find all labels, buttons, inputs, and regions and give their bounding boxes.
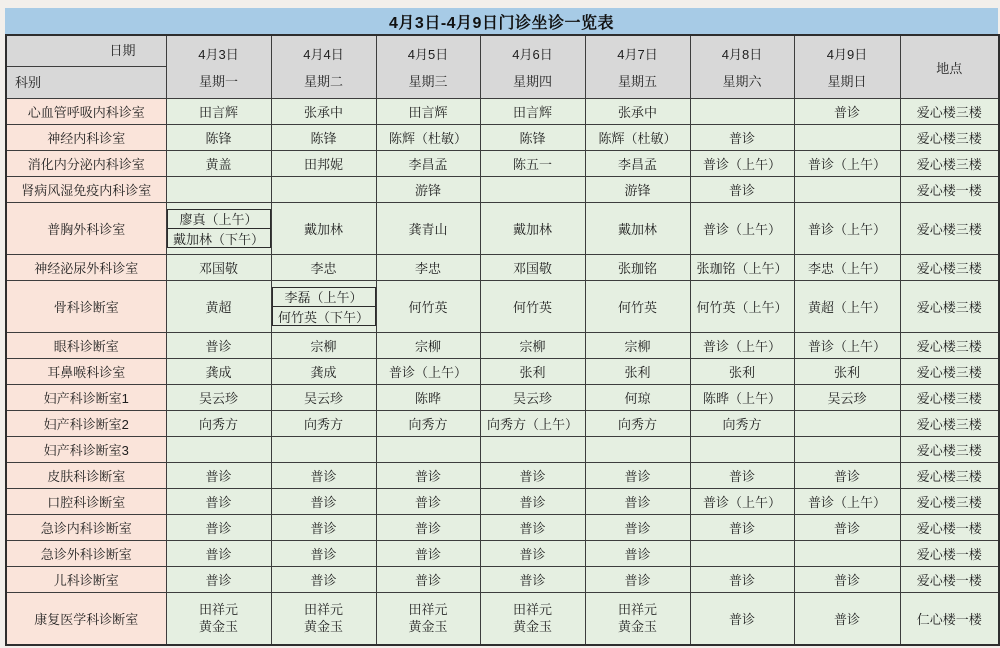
schedule-cell: 宗柳 [585, 333, 690, 359]
schedule-cell: 普诊 [794, 567, 900, 593]
table-row [6, 593, 999, 645]
schedule-cell [166, 203, 271, 255]
schedule-cell [166, 437, 271, 463]
doctor-name: 黄金玉 [512, 619, 552, 635]
schedule-cell: 普诊 [166, 515, 271, 541]
schedule-cell: 向秀方 [271, 411, 376, 437]
schedule-cell: 田言辉 [166, 99, 271, 125]
schedule-cell: 普诊 [585, 489, 690, 515]
day-header-2 [271, 35, 376, 99]
doctor-name: 黄金玉 [198, 619, 238, 635]
schedule-cell [690, 99, 794, 125]
schedule-cell: 邓国敬 [166, 255, 271, 281]
schedule-cell [480, 437, 585, 463]
table-row [6, 255, 999, 281]
shift-text: 何竹英（下午） [277, 310, 369, 325]
split-shift-cell [272, 287, 376, 326]
schedule-cell: 何竹英 [480, 281, 585, 333]
schedule-cell: 游锋 [376, 177, 480, 203]
location-cell: 爱心楼三楼 [900, 151, 999, 177]
location-cell: 爱心楼三楼 [900, 437, 999, 463]
day-header-6 [690, 35, 794, 99]
schedule-cell: 黄盖 [166, 151, 271, 177]
schedule-cell: 普诊（上午） [794, 151, 900, 177]
dept-cell: 妇产科诊断室1 [6, 385, 166, 411]
schedule-cell: 普诊 [690, 593, 794, 645]
schedule-cell: 普诊（上午） [690, 151, 794, 177]
schedule-cell: 吴云珍 [480, 385, 585, 411]
schedule-cell: 游锋 [585, 177, 690, 203]
schedule-cell: 普诊 [376, 567, 480, 593]
schedule-cell: 普诊 [690, 567, 794, 593]
schedule-cell: 李昌孟 [376, 151, 480, 177]
schedule-cell: 普诊（上午） [376, 359, 480, 385]
two-doctor-cell [169, 601, 269, 636]
doctor-name: 田祥元 [408, 601, 448, 617]
location-cell: 爱心楼一楼 [900, 567, 999, 593]
schedule-cell: 陈辉（杜敏） [585, 125, 690, 151]
schedule-cell: 黄超（上午） [794, 281, 900, 333]
schedule-cell: 张利 [480, 359, 585, 385]
schedule-cell: 普诊 [166, 567, 271, 593]
location-cell: 爱心楼三楼 [900, 385, 999, 411]
location-cell: 爱心楼三楼 [900, 463, 999, 489]
dept-cell: 妇产科诊断室2 [6, 411, 166, 437]
schedule-cell: 普诊 [794, 593, 900, 645]
dept-cell: 心血管呼吸内科诊室 [6, 99, 166, 125]
table-row [6, 463, 999, 489]
location-cell: 爱心楼三楼 [900, 203, 999, 255]
schedule-cell [271, 281, 376, 333]
schedule-cell: 吴云珍 [271, 385, 376, 411]
dept-cell: 神经泌尿外科诊室 [6, 255, 166, 281]
two-doctor-cell [379, 601, 478, 636]
schedule-cell: 普诊 [166, 463, 271, 489]
schedule-cell: 田言辉 [480, 99, 585, 125]
table-row [6, 203, 999, 255]
schedule-cell: 普诊 [376, 515, 480, 541]
schedule-cell [794, 125, 900, 151]
header-corner-cell [6, 35, 166, 99]
date-text: 4月8日 [721, 47, 763, 62]
schedule-cell: 戴加林 [480, 203, 585, 255]
date-text: 4月5日 [407, 47, 449, 62]
schedule-cell: 普诊 [690, 515, 794, 541]
schedule-cell: 普诊（上午） [690, 333, 794, 359]
schedule-cell: 普诊 [585, 463, 690, 489]
schedule-cell: 陈辉（杜敏） [376, 125, 480, 151]
schedule-cell: 普诊 [271, 489, 376, 515]
schedule-cell: 李忠（上午） [794, 255, 900, 281]
schedule-cell: 普诊 [376, 489, 480, 515]
date-text: 4月6日 [512, 47, 553, 62]
schedule-cell [690, 437, 794, 463]
schedule-cell: 张珈铭（上午） [690, 255, 794, 281]
schedule-cell: 何琼 [585, 385, 690, 411]
schedule-cell: 何竹英（上午） [690, 281, 794, 333]
schedule-cell: 普诊（上午） [794, 489, 900, 515]
weekday-text: 星期四 [512, 74, 552, 89]
date-text: 4月3日 [198, 47, 239, 62]
table-row [6, 541, 999, 567]
day-header-7 [794, 35, 900, 99]
schedule-cell: 黄超 [166, 281, 271, 333]
day-header-1 [166, 35, 271, 99]
schedule-cell: 龚成 [166, 359, 271, 385]
schedule-cell: 普诊 [690, 463, 794, 489]
table-row [6, 411, 999, 437]
location-header: 地点 [900, 35, 999, 99]
schedule-cell: 向秀方 [376, 411, 480, 437]
schedule-cell [376, 593, 480, 645]
dept-cell: 皮肤科诊断室 [6, 463, 166, 489]
weekday-text: 星期日 [827, 74, 867, 89]
schedule-cell: 龚成 [271, 359, 376, 385]
page-title: 4月3日-4月9日门诊坐诊一览表 [5, 8, 998, 34]
weekday-text: 星期三 [408, 74, 448, 89]
dept-cell: 急诊外科诊断室 [6, 541, 166, 567]
schedule-cell: 戴加林 [271, 203, 376, 255]
table-header [6, 35, 999, 99]
schedule-cell [585, 437, 690, 463]
schedule-cell: 张利 [585, 359, 690, 385]
dept-cell: 肾病风湿免疫内科诊室 [6, 177, 166, 203]
weekday-text: 星期五 [617, 74, 657, 89]
schedule-cell: 普诊 [480, 567, 585, 593]
schedule-cell [480, 593, 585, 645]
dept-cell: 急诊内科诊断室 [6, 515, 166, 541]
location-cell: 爱心楼三楼 [900, 281, 999, 333]
schedule-cell: 普诊 [271, 463, 376, 489]
header-date-label: 日期 [7, 36, 166, 67]
schedule-cell: 普诊 [690, 125, 794, 151]
day-header-3 [376, 35, 480, 99]
location-cell: 爱心楼三楼 [900, 489, 999, 515]
schedule-cell: 普诊 [166, 541, 271, 567]
schedule-cell [480, 177, 585, 203]
header-dept-label: 科别 [15, 75, 42, 90]
schedule-cell: 普诊 [271, 541, 376, 567]
schedule-cell: 张承中 [271, 99, 376, 125]
schedule-cell: 普诊 [480, 489, 585, 515]
table-row [6, 567, 999, 593]
location-cell: 爱心楼一楼 [900, 177, 999, 203]
schedule-cell: 何竹英 [376, 281, 480, 333]
schedule-cell: 向秀方（上午） [480, 411, 585, 437]
schedule-cell: 张珈铭 [585, 255, 690, 281]
schedule-cell [690, 541, 794, 567]
schedule-cell [271, 177, 376, 203]
location-cell: 爱心楼三楼 [900, 125, 999, 151]
schedule-cell: 向秀方 [585, 411, 690, 437]
location-cell: 爱心楼一楼 [900, 541, 999, 567]
schedule-cell: 普诊 [794, 463, 900, 489]
weekday-text: 星期二 [303, 74, 343, 89]
schedule-cell: 张承中 [585, 99, 690, 125]
schedule-cell: 宗柳 [376, 333, 480, 359]
two-doctor-cell [483, 601, 583, 636]
schedule-cell: 普诊 [480, 515, 585, 541]
day-header-4 [480, 35, 585, 99]
dept-cell: 消化内分泌内科诊室 [6, 151, 166, 177]
schedule-cell: 普诊 [166, 489, 271, 515]
schedule-cell: 普诊 [585, 515, 690, 541]
schedule-cell: 普诊（上午） [690, 489, 794, 515]
schedule-cell: 宗柳 [480, 333, 585, 359]
schedule-cell [794, 177, 900, 203]
table-row [6, 177, 999, 203]
schedule-cell [271, 593, 376, 645]
location-cell: 爱心楼三楼 [900, 411, 999, 437]
schedule-container [5, 8, 998, 646]
schedule-cell [166, 593, 271, 645]
schedule-cell: 李昌孟 [585, 151, 690, 177]
schedule-cell: 陈晔（上午） [690, 385, 794, 411]
schedule-cell [794, 411, 900, 437]
schedule-cell: 普诊 [794, 99, 900, 125]
two-doctor-cell [588, 601, 688, 636]
schedule-cell: 向秀方 [690, 411, 794, 437]
schedule-cell: 张利 [690, 359, 794, 385]
schedule-cell: 吴云珍 [794, 385, 900, 411]
schedule-cell: 陈晔 [376, 385, 480, 411]
schedule-cell: 吴云珍 [166, 385, 271, 411]
schedule-cell: 李忠 [376, 255, 480, 281]
schedule-cell: 普诊 [480, 463, 585, 489]
day-header-5 [585, 35, 690, 99]
schedule-cell: 陈锋 [166, 125, 271, 151]
doctor-name: 田祥元 [617, 601, 657, 617]
schedule-cell [585, 593, 690, 645]
schedule-cell [166, 177, 271, 203]
dept-cell: 儿科诊断室 [6, 567, 166, 593]
schedule-cell: 何竹英 [585, 281, 690, 333]
schedule-cell: 龚青山 [376, 203, 480, 255]
dept-cell: 普胸外科诊室 [6, 203, 166, 255]
shift-text: 戴加林（下午） [172, 232, 264, 247]
table-row [6, 99, 999, 125]
schedule-cell: 普诊（上午） [794, 333, 900, 359]
schedule-cell: 普诊 [480, 541, 585, 567]
location-cell: 爱心楼三楼 [900, 359, 999, 385]
schedule-cell: 邓国敬 [480, 255, 585, 281]
location-cell: 仁心楼一楼 [900, 593, 999, 645]
doctor-name: 田祥元 [512, 601, 552, 617]
table-row [6, 489, 999, 515]
schedule-cell: 普诊 [585, 567, 690, 593]
schedule-cell: 陈锋 [480, 125, 585, 151]
schedule-cell [794, 437, 900, 463]
table-row [6, 281, 999, 333]
weekday-text: 星期六 [722, 74, 762, 89]
table-row [6, 333, 999, 359]
schedule-cell: 普诊 [376, 541, 480, 567]
dept-cell: 神经内科诊室 [6, 125, 166, 151]
schedule-cell: 普诊（上午） [794, 203, 900, 255]
shift-text: 廖真（上午） [167, 209, 271, 229]
schedule-cell [794, 541, 900, 567]
schedule-cell: 普诊 [585, 541, 690, 567]
location-cell: 爱心楼三楼 [900, 255, 999, 281]
schedule-cell: 普诊 [794, 515, 900, 541]
table-row [6, 515, 999, 541]
schedule-cell: 田言辉 [376, 99, 480, 125]
doctor-name: 田祥元 [303, 601, 343, 617]
shift-text: 李磊（上午） [272, 287, 376, 307]
schedule-cell: 普诊 [690, 177, 794, 203]
schedule-cell: 普诊 [376, 463, 480, 489]
dept-cell: 妇产科诊断室3 [6, 437, 166, 463]
doctor-name: 黄金玉 [617, 619, 657, 635]
schedule-cell: 田邦妮 [271, 151, 376, 177]
location-cell: 爱心楼三楼 [900, 99, 999, 125]
schedule-cell: 普诊（上午） [690, 203, 794, 255]
table-body [6, 99, 999, 645]
dept-cell: 骨科诊断室 [6, 281, 166, 333]
schedule-cell: 向秀方 [166, 411, 271, 437]
schedule-cell: 戴加林 [585, 203, 690, 255]
dept-cell: 康复医学科诊断室 [6, 593, 166, 645]
table-row [6, 151, 999, 177]
two-doctor-cell [274, 601, 374, 636]
dept-cell: 口腔科诊断室 [6, 489, 166, 515]
schedule-table [5, 34, 1000, 646]
table-row [6, 359, 999, 385]
schedule-cell: 张利 [794, 359, 900, 385]
table-row [6, 437, 999, 463]
location-cell: 爱心楼三楼 [900, 333, 999, 359]
schedule-cell: 陈锋 [271, 125, 376, 151]
date-text: 4月4日 [303, 47, 344, 62]
header-row [6, 35, 999, 99]
schedule-cell: 普诊 [166, 333, 271, 359]
table-row [6, 385, 999, 411]
schedule-cell [271, 437, 376, 463]
dept-cell: 眼科诊断室 [6, 333, 166, 359]
schedule-cell [376, 437, 480, 463]
date-text: 4月7日 [617, 47, 658, 62]
schedule-cell: 普诊 [271, 515, 376, 541]
location-cell: 爱心楼一楼 [900, 515, 999, 541]
date-text: 4月9日 [826, 47, 868, 62]
doctor-name: 黄金玉 [303, 619, 343, 635]
table-row [6, 125, 999, 151]
schedule-cell: 李忠 [271, 255, 376, 281]
doctor-name: 田祥元 [198, 601, 238, 617]
schedule-cell: 陈五一 [480, 151, 585, 177]
dept-cell: 耳鼻喉科诊室 [6, 359, 166, 385]
schedule-cell: 普诊 [271, 567, 376, 593]
weekday-text: 星期一 [198, 74, 238, 89]
schedule-cell: 宗柳 [271, 333, 376, 359]
doctor-name: 黄金玉 [408, 619, 448, 635]
split-shift-cell [167, 209, 271, 248]
